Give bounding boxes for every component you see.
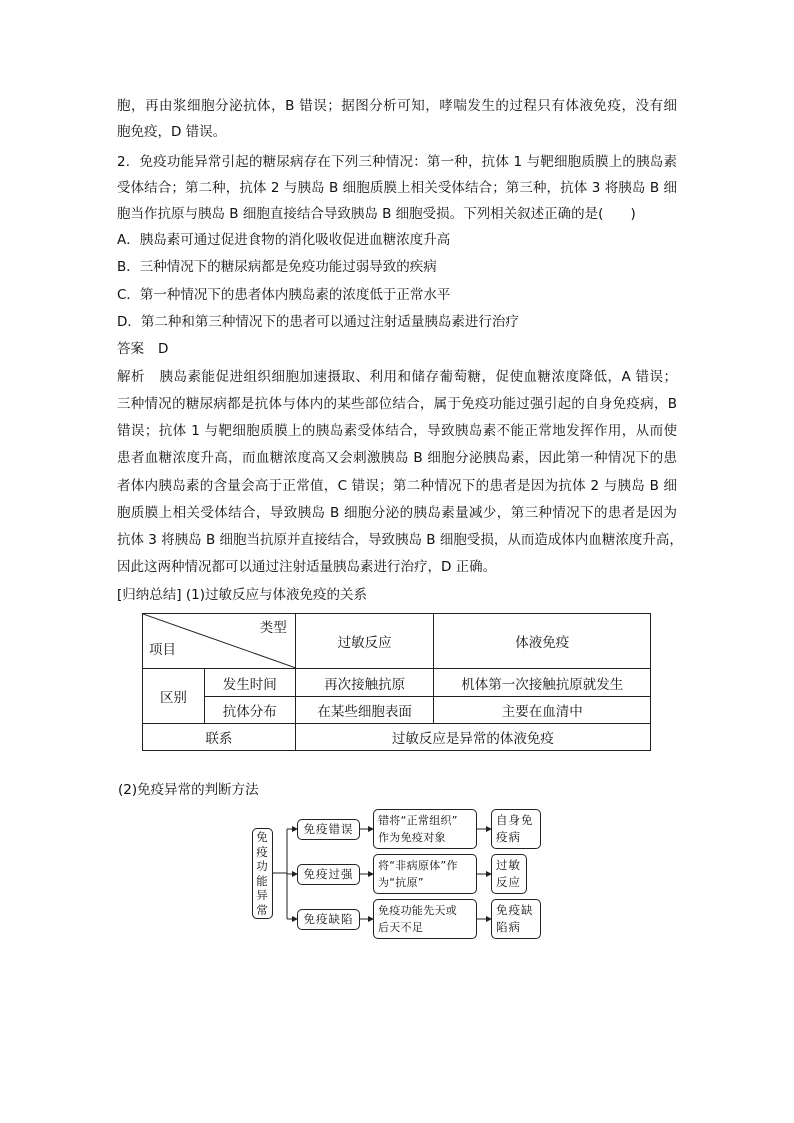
question-stem: 2．免疫功能异常引起的糖尿病存在下列三种情况：第一种，抗体 1 与靶细胞质膜上的胰岛素 xyxy=(117,154,677,170)
table-cell: 再次接触抗原 xyxy=(295,669,434,697)
summary-title-2: (2)免疫异常的判断方法 xyxy=(118,782,259,798)
root-char: 异 xyxy=(256,888,269,902)
flow-root-box xyxy=(252,828,273,919)
row-group-label: 区别 xyxy=(143,669,205,724)
flow-cause-line: 将“非病原体”作 xyxy=(378,859,458,872)
flow-cause-line: 错将“正常组织” xyxy=(378,814,458,827)
explanation-line: 者体内胰岛素的含量会高于正常值，C 错误；第二种情况下的患者是因为抗体 2 与胰岛 B 细 xyxy=(117,478,677,494)
option-b: B．三种情况下的糖尿病都是免疫功能过弱导致的疾病 xyxy=(117,259,437,275)
answer-label: 答案 xyxy=(117,341,144,357)
root-char: 免 xyxy=(256,830,269,844)
flow-cause-line: 免疫功能先天或 xyxy=(378,904,458,917)
explanation-line: 胞质膜上相关受体结合，导致胰岛 B 细胞分泌的胰岛素量减少，第三种情况下的患者是因为 xyxy=(117,505,677,521)
flow-cause-line: 为“抗原” xyxy=(378,876,424,889)
explanation-line: 患者血糖浓度升高，而血糖浓度高又会刺激胰岛 B 细胞分泌胰岛素，因此第一种情况下的患 xyxy=(117,450,677,466)
flow-result-box xyxy=(491,899,541,939)
flow-result-box xyxy=(491,809,541,849)
explanation-line: 三种情况的糖尿病都是抗体与体内的某些部位结合，属于免疫功能过强引起的自身免疫病，B xyxy=(117,396,677,412)
option-c: C．第一种情况下的患者体内胰岛素的浓度低于正常水平 xyxy=(117,287,451,303)
root-char: 能 xyxy=(256,873,269,888)
option-a: A．胰岛素可通过促进食物的消化吸收促进血糖浓度升高 xyxy=(117,232,451,248)
flow-result-line: 疫病 xyxy=(496,830,521,844)
flow-cause-box xyxy=(373,854,477,894)
root-char: 功 xyxy=(256,859,269,873)
flow-result-box xyxy=(491,854,527,894)
table-cell: 机体第一次接触抗原就发生 xyxy=(434,669,651,697)
row-label: 联系 xyxy=(143,724,296,751)
flow-type-box xyxy=(297,909,360,930)
question-stem: 胞当作抗原与胰岛 B 细胞直接结合导致胰岛 B 细胞受损。下列相关叙述正确的是( ) xyxy=(117,206,636,222)
flow-result-line: 过敏 xyxy=(496,858,521,872)
explanation-line: 错误；抗体 1 与靶细胞质膜上的胰岛素受体结合，导致胰岛素不能正常地发挥作用，从而使 xyxy=(117,423,677,439)
flow-result-line: 陷病 xyxy=(496,920,521,934)
root-char: 常 xyxy=(256,902,269,917)
summary-title-1: (1)过敏反应与体液免疫的关系 xyxy=(185,587,367,603)
flow-type-box xyxy=(297,864,360,885)
option-d: D．第二种和第三种情况下的患者可以通过注射适量胰岛素进行治疗 xyxy=(117,314,519,330)
flow-type-label: 免疫错误 xyxy=(303,822,354,836)
flow-result-line: 反应 xyxy=(496,875,521,889)
table-header: 过敏反应 xyxy=(295,614,434,669)
flow-cause-line: 后天不足 xyxy=(378,921,424,934)
corner-bottom-label: 项目 xyxy=(149,642,176,658)
table-header: 体液免疫 xyxy=(434,614,651,669)
table-cell: 主要在血清中 xyxy=(434,697,651,724)
root-char: 疫 xyxy=(256,844,269,859)
flow-type-box xyxy=(297,819,360,840)
flow-type-label: 免疫过强 xyxy=(303,867,354,881)
row-label: 发生时间 xyxy=(204,669,295,697)
flow-type-label: 免疫缺陷 xyxy=(303,912,354,926)
row-label: 抗体分布 xyxy=(204,697,295,724)
flow-result-line: 免疫缺 xyxy=(496,903,534,917)
corner-top-label: 类型 xyxy=(259,620,287,636)
explanation-line: 抗体 3 将胰岛 B 细胞当抗原并直接结合，导致胰岛 B 细胞受损，从而造成体内血糖浓度升高， xyxy=(117,532,683,548)
text-line: 胞，再由浆细胞分泌抗体，B 错误；据图分析可知，哮喘发生的过程只有体液免疫，没有细 xyxy=(117,98,677,114)
explanation-line: 因此这两种情况都可以通过注射适量胰岛素进行治疗，D 正确。 xyxy=(117,559,497,575)
flow-cause-box xyxy=(373,809,477,849)
table-cell: 过敏反应是异常的体液免疫 xyxy=(295,724,650,751)
question-stem: 受体结合；第二种，抗体 2 与胰岛 B 细胞质膜上相关受体结合；第三种，抗体 3 将胰岛 B 细 xyxy=(117,180,677,196)
flow-result-line: 自身免 xyxy=(496,813,534,827)
flow-cause-line: 作为免疫对象 xyxy=(378,831,446,844)
table-cell: 在某些细胞表面 xyxy=(295,697,434,724)
summary-tag: [归纳总结] xyxy=(117,587,182,603)
answer-value: D xyxy=(158,341,169,357)
flow-cause-box xyxy=(373,899,477,939)
explanation-text: 胰岛素能促进组织细胞加速摄取、利用和储存葡萄糖，促使血糖浓度降低，A 错误； xyxy=(159,369,677,385)
explanation-label: 解析 xyxy=(117,369,145,385)
text-line: 胞免疫，D 错误。 xyxy=(117,124,227,140)
